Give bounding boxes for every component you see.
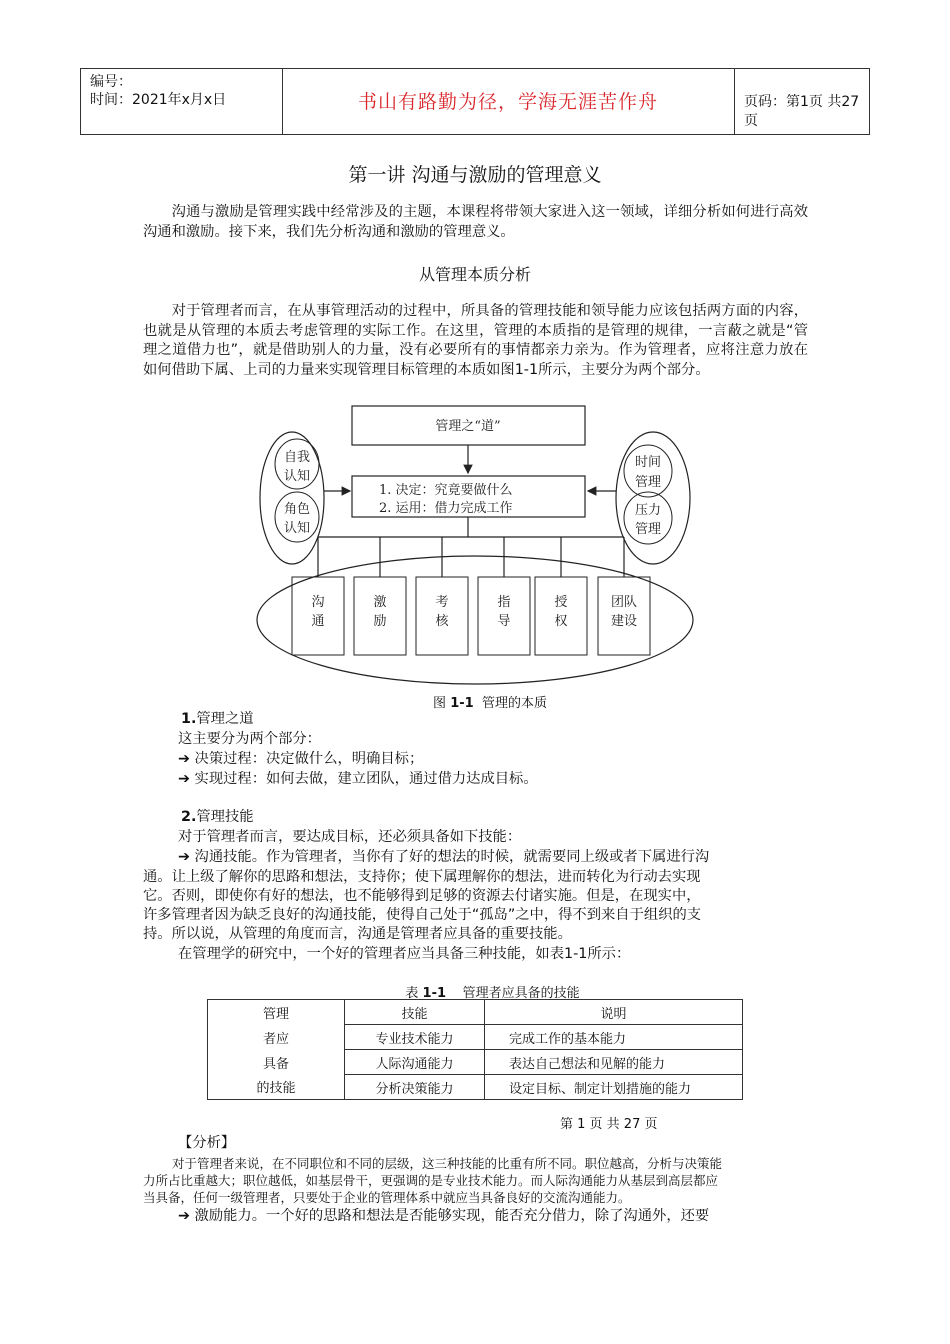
box-4-line-2: 导: [497, 614, 511, 629]
part2-heading-text: 管理技能: [196, 809, 254, 825]
cell-skill: 人际沟通能力: [345, 1050, 485, 1075]
skill-box-guidance: [478, 577, 530, 655]
arrow-icon: ➔: [178, 849, 190, 865]
left-circle-2-line-1: 角色: [283, 502, 311, 517]
analysis-line-2: 力所占比重越大；职位越低，如基层骨干，更强调的是专业技术能力。而人际沟通能力从基层到高层都应: [143, 1173, 719, 1188]
arrow-icon: ➔: [178, 1208, 190, 1224]
intro-paragraph: 沟通与激励是管理实践中经常涉及的主题，本课程将带领大家进入这一领域，详细分析如何进行高效沟通和激励。接下来，我们先分析沟通和激励的管理意义。: [143, 204, 808, 240]
box-2-line-1: 激: [373, 595, 387, 610]
part2-bullet-line-3: 它。否则，即使你有好的想法，也不能够得到足够的资源去付诸实施。但是，在现实中，: [143, 888, 701, 904]
right-circle-1-line-1: 时间: [634, 455, 662, 470]
header-description: 说明: [485, 1000, 743, 1025]
box-5-line-1: 授: [554, 595, 568, 610]
table-row: [208, 1000, 743, 1025]
part1-heading-text: 管理之道: [196, 711, 254, 727]
box-4-line-1: 指: [497, 595, 511, 610]
box-6-line-2: 建设: [610, 614, 638, 629]
cell-description: 完成工作的基本能力: [485, 1025, 743, 1050]
analysis-line-3: 当具备，任何一级管理者，只要处于企业的管理体系中就应当具备良好的交流沟通能力。: [143, 1190, 631, 1205]
right-circle-2-line-2: 管理: [634, 522, 662, 537]
arrow-icon: ➔: [178, 751, 190, 767]
right-circle-1-line-2: 管理: [634, 475, 662, 490]
skill-box-assessment: [416, 577, 468, 655]
right-outer-ellipse: [616, 432, 690, 564]
analysis-line-1: 对于管理者来说，在不同职位和不同的层级，这三种技能的比重有所不同。职位越高，分析与决策能: [172, 1156, 723, 1171]
cell-skill: 分析决策能力: [345, 1075, 485, 1100]
footer-page-number: 第 1 页 共 27 页: [560, 1117, 658, 1132]
box-1-line-1: 沟: [311, 595, 325, 610]
table-caption-prefix: 表: [405, 986, 419, 1001]
right-circle-2-line-1: 压力: [634, 503, 662, 518]
cell-description: 表达自己想法和见解的能力: [485, 1050, 743, 1075]
part1-heading-number: 1.: [181, 711, 197, 727]
section-heading: 从管理本质分析: [418, 265, 531, 284]
top-box-label: 管理之“道”: [435, 419, 501, 434]
row-label-2: 者应: [208, 1025, 345, 1050]
center-line-2: 2. 运用：借力完成工作: [379, 501, 513, 516]
left-circle-1-line-1: 自我: [283, 450, 311, 465]
row-label-1: 管理: [208, 1000, 345, 1025]
part2-heading: [181, 808, 254, 828]
table-caption-number: 1-1: [422, 986, 447, 1001]
box-1-line-2: 通: [311, 614, 325, 629]
table-row: [208, 1050, 743, 1075]
table-row: [208, 1025, 743, 1050]
header-page-cell: [734, 69, 869, 134]
header-table: [80, 68, 870, 135]
header-meta-cell: [81, 69, 283, 134]
motto: 书山有路勤为径，学海无涯苦作舟: [357, 91, 658, 113]
row-label-4: 的技能: [208, 1075, 345, 1100]
page-title: 第一讲 沟通与激励的管理意义: [348, 164, 602, 186]
table-intro: 在管理学的研究中，一个好的管理者应当具备三种技能，如表1-1所示：: [178, 946, 631, 962]
figure-caption-text: 管理的本质: [481, 696, 547, 711]
skill-box-team-building: [598, 577, 650, 655]
row-label-3: 具备: [208, 1050, 345, 1075]
part1-bullet-1: [178, 750, 423, 770]
table-row: [208, 1075, 743, 1100]
motivation-line: [178, 1207, 709, 1227]
skill-box-communication: [292, 577, 344, 655]
part2-bullet-line-2: 通。让上级了解你的思路和想法，支持你；使下属理解你的想法，进而转化为行动去实现: [143, 869, 701, 885]
header-motto-cell: [282, 69, 735, 134]
management-essence-diagram: [255, 402, 695, 687]
part2-heading-number: 2.: [181, 809, 197, 825]
part2-bullet-line-5: 持。所以说，从管理的角度而言，沟通是管理者应具备的重要技能。: [143, 926, 572, 942]
part1-bullet-1-text: 决策过程：决定做什么，明确目标；: [194, 751, 424, 767]
part1-heading: [181, 710, 254, 730]
motivation-line-text: 激励能力。一个好的思路和想法是否能够实现，能否充分借力，除了沟通外，还要: [194, 1208, 710, 1224]
box-3-line-2: 核: [435, 614, 449, 629]
cell-description: 设定目标、制定计划措施的能力: [485, 1075, 743, 1100]
left-circle-1-line-2: 认知: [283, 469, 311, 484]
skill-box-motivation: [354, 577, 406, 655]
part2-intro: 对于管理者而言，要达成目标，还必须具备如下技能：: [178, 829, 522, 845]
drop-lines: [318, 537, 624, 577]
page-label: 页码：第1页 共27页: [744, 94, 860, 129]
center-line-1: 1. 决定：究竟要做什么: [379, 483, 513, 498]
cell-skill: 专业技术能力: [345, 1025, 485, 1050]
header-skill: 技能: [345, 1000, 485, 1025]
figure-caption-number: 1-1: [450, 696, 474, 711]
box-5-line-2: 权: [554, 614, 568, 629]
box-2-line-2: 励: [373, 614, 387, 629]
table-caption-text: 管理者应具备的技能: [462, 986, 580, 1001]
skills-table: [207, 999, 743, 1100]
box-3-line-1: 考: [435, 595, 449, 610]
figure-caption: [380, 692, 600, 711]
part2-bullet-line-1: [178, 848, 709, 868]
bullet-line-1-text: 沟通技能。作为管理者，当你有了好的想法的时候，就需要同上级或者下属进行沟: [194, 849, 710, 865]
number-label: 编号：: [90, 74, 132, 90]
part1-intro: 这主要分为两个部分：: [178, 731, 321, 747]
analysis-heading: 【分析】: [178, 1135, 236, 1151]
skill-box-delegation: [535, 577, 587, 655]
part1-bullet-2: [178, 770, 538, 790]
part1-bullet-2-text: 实现过程：如何去做，建立团队，通过借力达成目标。: [194, 771, 538, 787]
figure-caption-prefix: 图: [433, 696, 447, 711]
time-label: 时间：2021年x月x日: [90, 92, 227, 108]
part2-bullet-line-4: 许多管理者因为缺乏良好的沟通技能，使得自己处于“孤岛”之中，得不到来自于组织的支: [143, 907, 702, 923]
essence-paragraph: 对于管理者而言，在从事管理活动的过程中，所具备的管理技能和领导能力应该包括两方面的内容，也就是从管理的本质去考虑管理的实际工作。在这里，管理的本质指的是管理的规律，一言蔽之就是“管理之道借力也”，就是借助别人的力量，没有必要所有的事情都亲力亲为。作为管理者，应将注意力放在如何借助下属、上司的力量来实现管理目标管理的本质如图1-1所示，主要分为两个部分。: [143, 303, 808, 378]
left-circle-2-line-2: 认知: [283, 521, 311, 536]
arrow-icon: ➔: [178, 771, 190, 787]
box-6-line-1: 团队: [610, 595, 638, 610]
